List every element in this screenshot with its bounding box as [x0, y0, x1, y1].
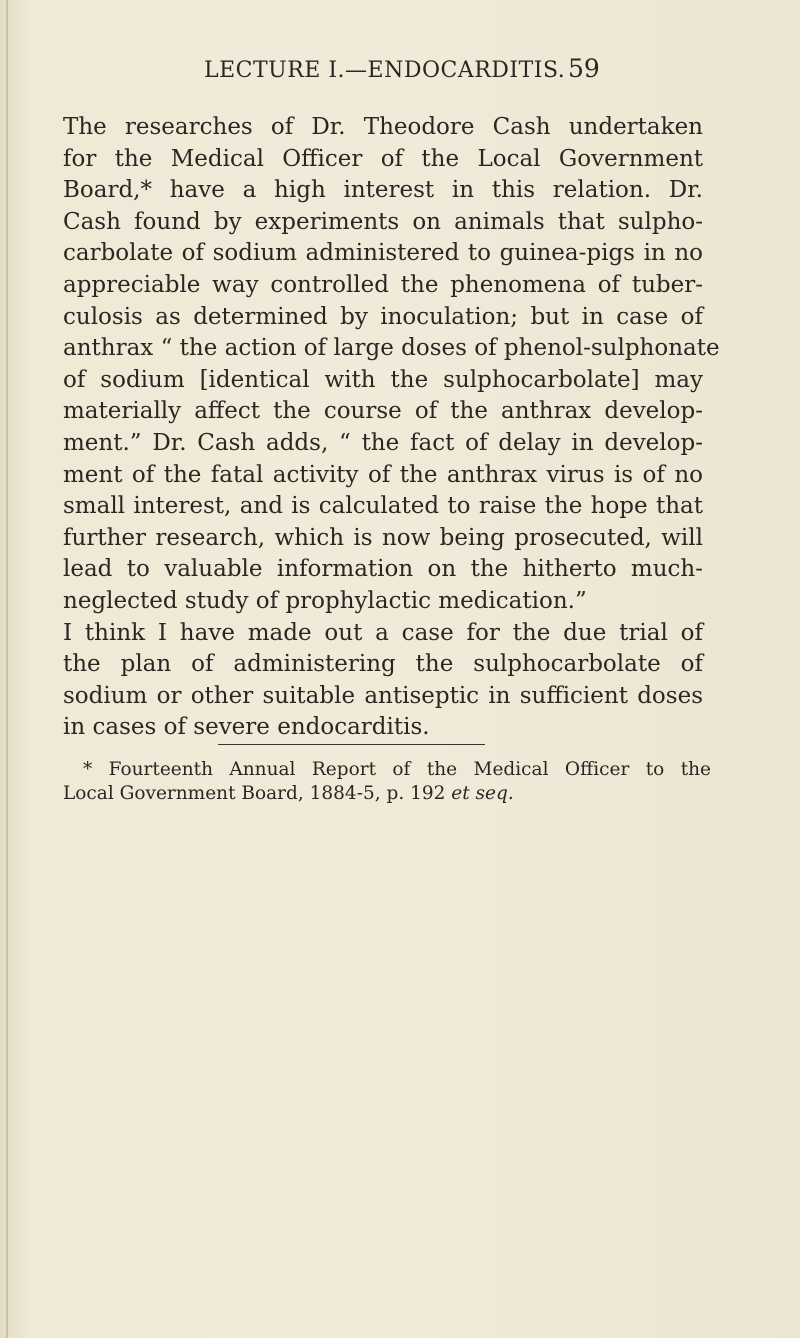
- running-head: LECTURE I.—ENDOCARDITIS.: [204, 58, 566, 83]
- text-line: neglected study of prophylactic medication.”: [63, 587, 587, 614]
- text-line: culosis as determined by inoculation; but in case of: [63, 303, 703, 330]
- page-gutter-edge: [6, 0, 8, 1338]
- body-text: [63, 112, 720, 744]
- text-line: small interest, and is calculated to raise the hope that: [63, 493, 703, 520]
- footnote-line: Local Government Board, 1884-5, p. 192 et seq.: [63, 783, 514, 804]
- text-line: The researches of Dr. Theodore Cash undertaken: [63, 114, 703, 140]
- text-line: Board,* have a high interest in this relation. Dr.: [63, 177, 703, 204]
- footnote-line: * Fourteenth Annual Report of the Medical Officer to the: [83, 759, 711, 780]
- text-line: sodium or other suitable antiseptic in sufficient doses: [63, 682, 703, 709]
- text-line: lead to valuable information on the hitherto much-: [63, 556, 703, 583]
- text-line: the plan of administering the sulphocarbolate of: [63, 651, 703, 678]
- footnote-rule: [218, 744, 485, 745]
- text-line: ment of the fatal activity of the anthrax virus is of no: [63, 461, 703, 488]
- text-line: anthrax “ the action of large doses of phenol-sulphonate: [63, 335, 720, 362]
- text-line: carbolate of sodium administered to guinea-pigs in no: [63, 240, 703, 267]
- text-line: appreciable way controlled the phenomena of tuber-: [63, 271, 703, 298]
- footnote: [63, 758, 711, 806]
- text-line: further research, which is now being prosecuted, will: [63, 524, 703, 551]
- text-line: I think I have made out a case for the due trial of: [63, 619, 703, 646]
- page-header: [204, 54, 624, 88]
- text-line: Cash found by experiments on animals that sulpho-: [63, 208, 703, 235]
- text-line: of sodium [identical with the sulphocarbolate] may: [63, 366, 703, 393]
- text-line: for the Medical Officer of the Local Government: [63, 145, 703, 172]
- text-line: ment.” Dr. Cash adds, “ the fact of delay in develop-: [63, 429, 703, 456]
- page-number: 59: [568, 54, 600, 83]
- text-line: in cases of severe endocarditis.: [63, 714, 430, 741]
- text-line: materially affect the course of the anthrax develop-: [63, 398, 703, 425]
